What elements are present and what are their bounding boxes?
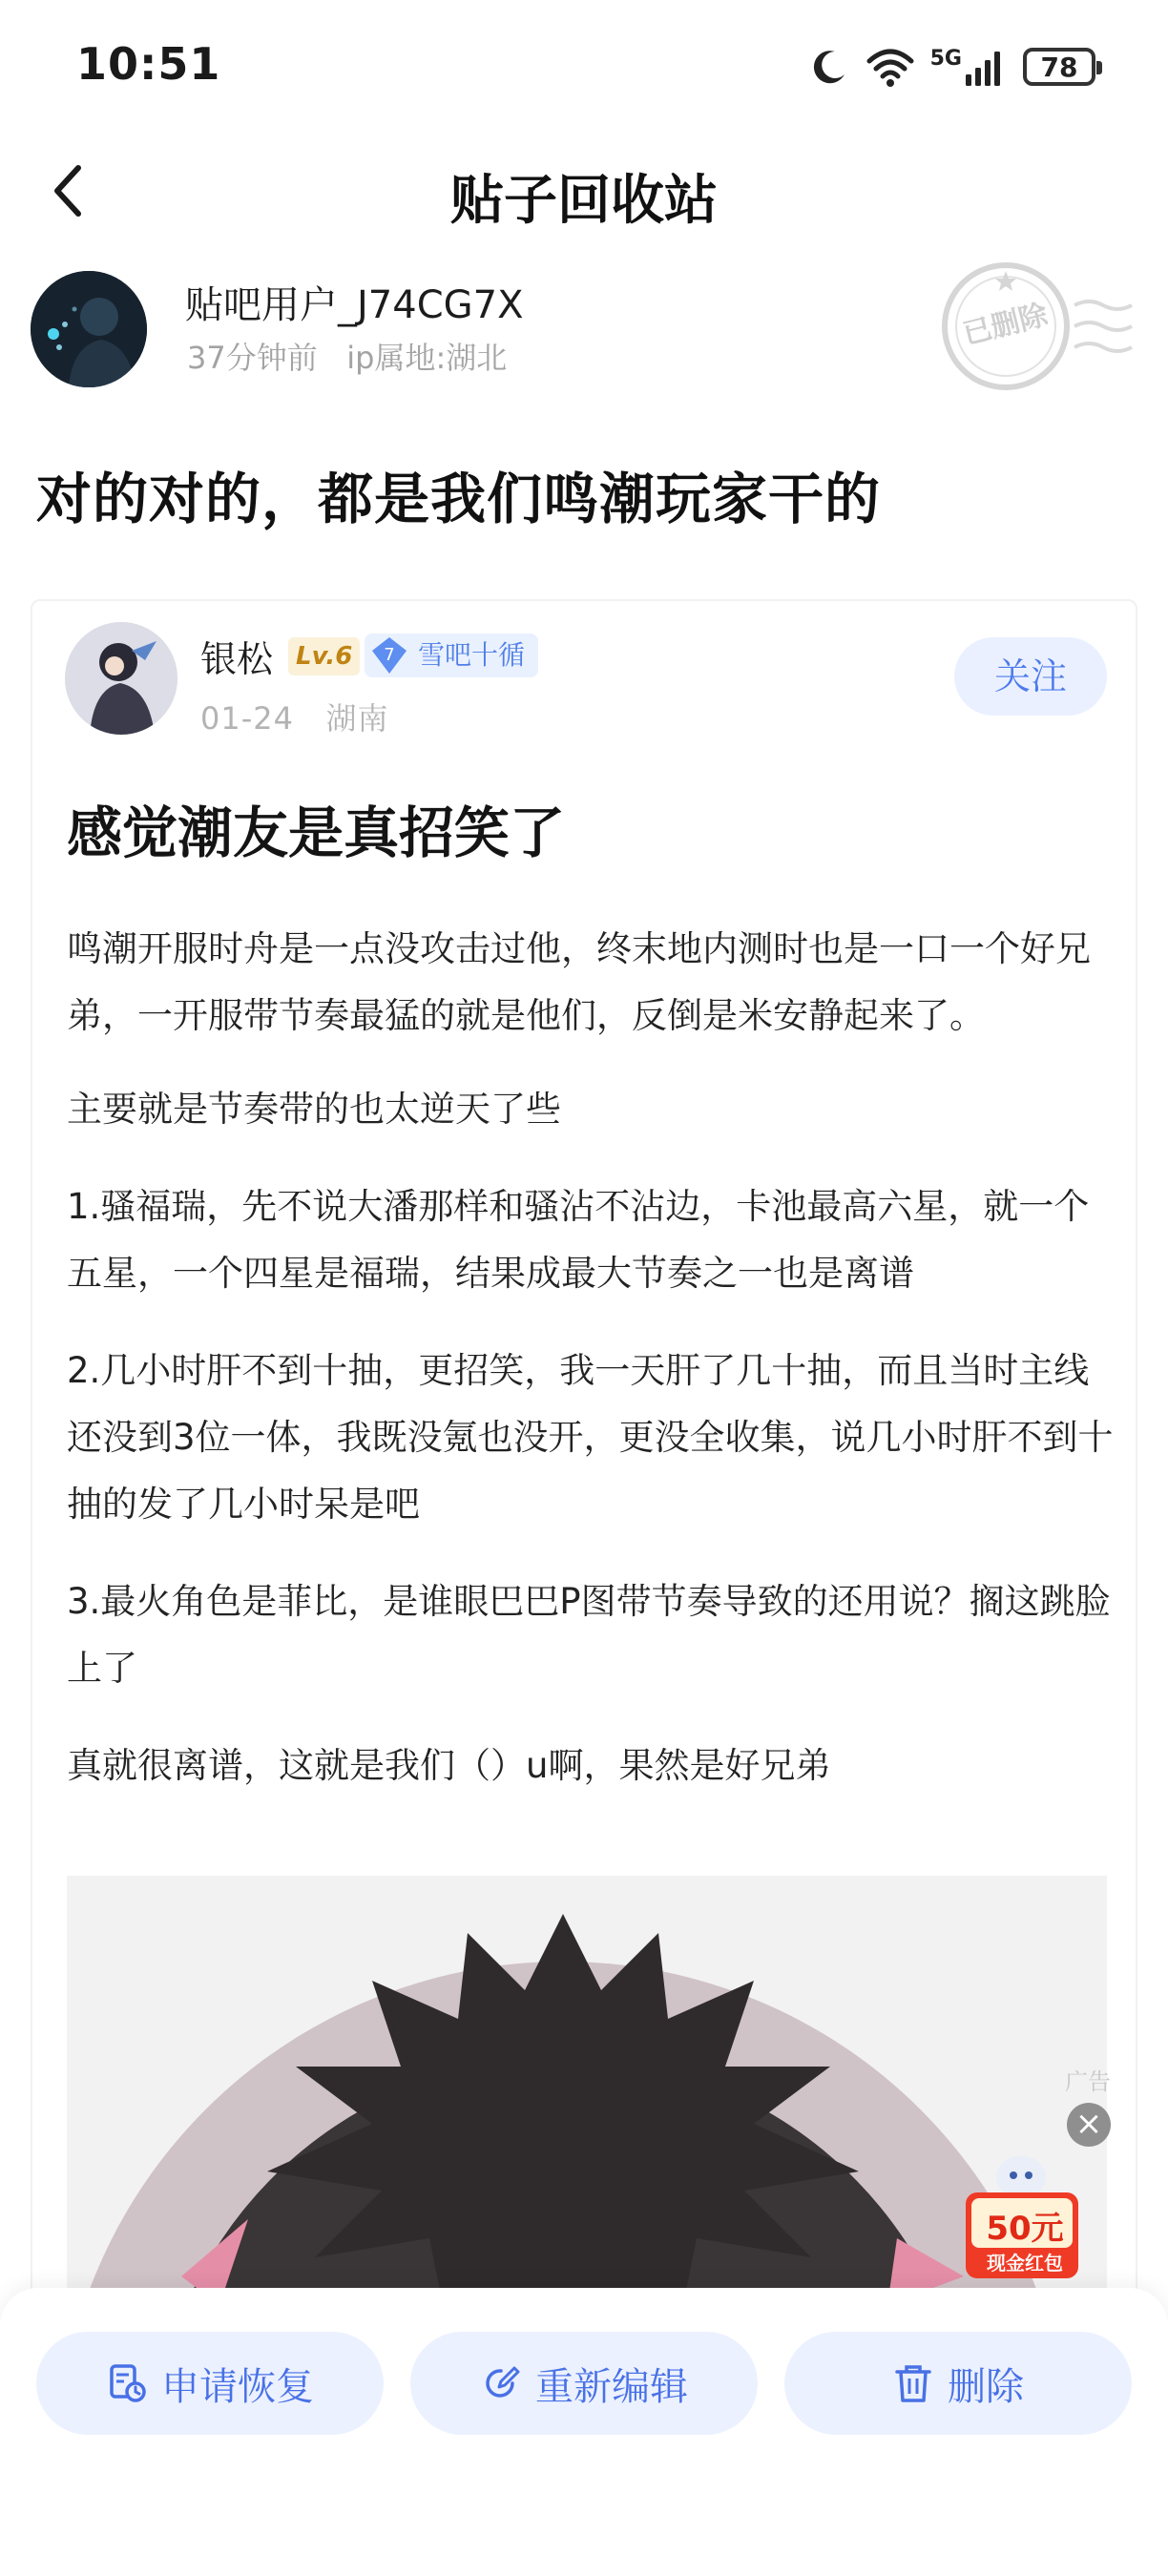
post-time: 37分钟前: [187, 340, 318, 376]
forum-badge: [365, 634, 538, 677]
quoted-post-title: 感觉潮友是真招笑了: [67, 800, 566, 865]
moon-icon: [808, 46, 850, 88]
reedit-label: 重新编辑: [535, 2364, 688, 2409]
status-icons: [808, 42, 1095, 92]
paragraph: 3.最火角色是菲比，是谁眼巴巴P图带节奏导致的还用说？搁这跳脸上了: [67, 1581, 1111, 1689]
quoted-post-body: [67, 916, 1116, 1830]
author-meta: [187, 334, 507, 378]
red-packet-value: 50元: [986, 2210, 1064, 2248]
deleted-stamp: [931, 258, 1141, 401]
close-icon: ×: [1074, 2105, 1103, 2143]
restore-label: 申请恢复: [161, 2364, 314, 2409]
post-author: [31, 269, 1137, 393]
post-image: [67, 1876, 1107, 2316]
post-title: 对的对的，都是我们鸣潮玩家干的: [36, 467, 882, 531]
avatar-image: [31, 271, 147, 387]
paragraph: 2.几小时肝不到十抽，更招笑，我一天肝了几十抽，而且当时主线还没到3位一体，我既没氪也没开，更没全收集，说几小时肝不到十抽的发了几小时呆是吧: [67, 1350, 1114, 1525]
wifi-icon: [866, 46, 915, 88]
anime-avatar-image: [65, 622, 177, 735]
avatar[interactable]: [31, 271, 147, 387]
paragraph: 1.骚福瑞，先不说大潘那样和骚沾不沾边，卡池最高六星，就一个五星，一个四星是福瑞，结果成最大节奏之一也是离谱: [67, 1186, 1090, 1294]
reedit-button[interactable]: [410, 2332, 758, 2435]
author-name: 贴吧用户_J74CG7X: [185, 283, 524, 327]
signal-icon: [964, 46, 1008, 88]
delete-label: 删除: [948, 2364, 1024, 2409]
quoted-post-location: 湖南: [325, 700, 389, 737]
red-packet-ad[interactable]: [954, 2149, 1090, 2282]
battery-icon: [1023, 48, 1095, 86]
page-title: 贴子回收站: [450, 170, 718, 232]
badge-text: 雪吧十循: [418, 639, 526, 671]
badge-number: 7: [384, 645, 395, 665]
status-time: 10:51: [76, 38, 221, 90]
stamp-text: 已删除: [959, 298, 1052, 352]
restore-document-icon: [106, 2362, 148, 2404]
trash-icon: [892, 2362, 934, 2404]
ad-label: 广告: [1065, 2068, 1111, 2095]
paragraph: 真就很离谱，这就是我们（）u啊，果然是好兄弟: [67, 1745, 831, 1786]
quoted-post-card: [31, 599, 1137, 2316]
ad-close-button[interactable]: [1067, 2103, 1111, 2147]
delete-button[interactable]: [784, 2332, 1132, 2435]
network-label: 5G: [929, 46, 962, 71]
paragraph: 主要就是节奏带的也太逆天了些: [67, 1089, 561, 1130]
quoted-post-date: 01-24: [200, 700, 294, 737]
quoted-user-avatar: [65, 622, 177, 735]
follow-button[interactable]: 关注: [954, 637, 1107, 716]
quoted-post-meta: [200, 695, 389, 738]
red-packet-caption: 现金红包: [987, 2252, 1063, 2275]
post-ip: ip属地:湖北: [346, 340, 508, 376]
bottom-action-bar: [0, 2288, 1168, 2576]
spiky-character-image: [67, 1876, 1107, 2316]
battery-level: 78: [1040, 51, 1078, 83]
diamond-badge-icon: [368, 634, 410, 677]
quoted-user-name: 银松: [200, 638, 274, 680]
restore-button[interactable]: [36, 2332, 384, 2435]
level-badge: Lv.6: [288, 637, 360, 675]
edit-icon: [480, 2362, 522, 2404]
nav-bar: [0, 143, 1168, 239]
status-bar: [0, 0, 1168, 134]
paragraph: 鸣潮开服时舟是一点没攻击过他，终末地内测时也是一口一个好兄弟，一开服带节奏最猛的就是他们，反倒是米安静起来了。: [67, 928, 1091, 1036]
